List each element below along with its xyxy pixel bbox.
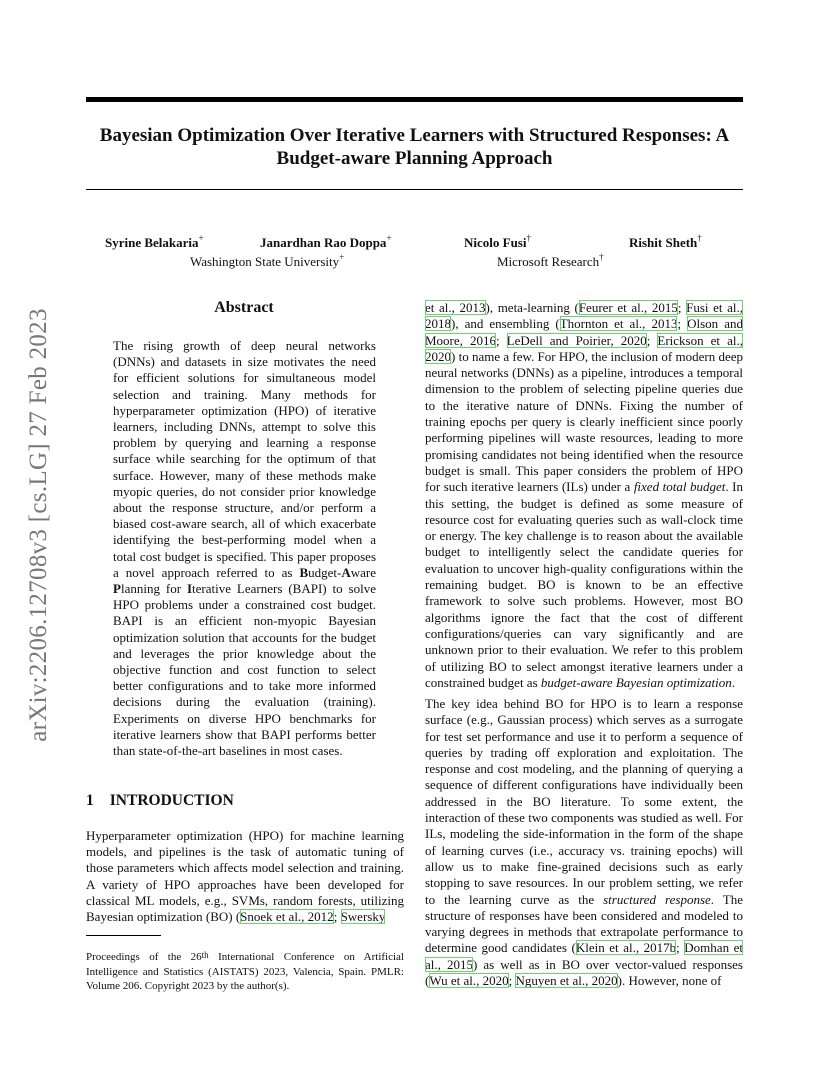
arxiv-sidebar [22, 290, 56, 760]
citation-link[interactable]: Thornton et al., 2013 [559, 316, 678, 332]
citation-link[interactable]: Swersky [340, 909, 386, 925]
author-2: Janardhan Rao Doppa+ [260, 233, 392, 250]
citation-link[interactable]: Nguyen et al., 2020 [515, 973, 618, 989]
arxiv-id: arXiv:2206.12708v3 [cs.LG] 27 Feb 2023 [25, 308, 52, 742]
citation-link[interactable]: Erickson et al., 2020 [425, 332, 743, 364]
right-column-paragraph-1: et al., 2013), meta-learning (Feurer et al., 2015; Fusi et al., 2018), and ensembling (Thornton et al., 2013; Olson and Moore, 2016; LeDell and Poirier, 2020; Erickson et al., 2020) to name a few. For HPO, the inclusion of modern deep neural networks (DNNs) as a pipeline, introduces a temporal dimension to the problem of selecting pipeline queries due to the iterative nature of DNNs. Fixing the number of training epochs per query is clearly inefficient since poorly performing pipelines will waste resources, leading to more promising candidates not being identified when the resource budget is small. This paper considers the problem of HPO for such iterative learners (ILs) under a fixed total budget. In this setting, the budget is defined as some measure of resource cost for evaluating queries such as wall-clock time or energy. The key challenge is to reason about the available budget to intelligently select the candidate queries for evaluation to uncover high-quality configurations within the remaining budget. BO is known to be an effective framework to solve such problems. However, most BO algorithms ignore the fact that the cost of different configurations/queries can vary significantly and are unknown prior to their evaluation. We refer to this problem of utilizing BO to select amongst iterative learners under a constrained budget as budget-aware Bayesian optimization. [425, 300, 744, 690]
citation-link[interactable]: Feurer et al., 2015 [578, 300, 678, 315]
abstract-heading: Abstract [214, 299, 274, 316]
section-heading: 1 INTRODUCTION [86, 792, 234, 809]
intro-paragraph: Hyperparameter optimization (HPO) for machine learning models, and pipelines is the task of automatic tuning of those parameters which affects model selection and training. A variety of HPO approaches have been developed for classical ML models, e.g., SVMs, random forests, utilizing Bayesian optimization (BO) (Snoek et al., 2012; Swersky [86, 828, 404, 925]
citation-link[interactable]: Olson and Moore, 2016 [425, 316, 743, 348]
affiliation-1: Washington State University+ [190, 252, 345, 269]
citation-link[interactable]: Klein et al., 2017b [575, 940, 677, 956]
citation-link[interactable]: Wu et al., 2020 [429, 973, 509, 989]
author-1: Syrine Belakaria+ [105, 233, 204, 250]
paper-title: Bayesian Optimization Over Iterative Learners with Structured Responses: A Budget-aware Planning Approach [99, 125, 730, 169]
abstract-body: The rising growth of deep neural networks (DNNs) and datasets in size motivates the need for efficient solutions for simultaneous model selection and training. Many methods for hyperparameter optimization (HPO) of iterative learners, including DNNs, attempt to solve this problem by querying and learning a response surface while searching for the optimum of that surface. However, many of these methods make myopic queries, do not consider prior knowledge about the response structure, and/or perform a biased cost-aware search, all of which exacerbate identifying the best-performing model when a total cost budget is specified. This paper proposes a novel approach referred to as Budget-Aware Planning for Iterative Learners (BAPI) to solve HPO problems under a constrained cost budget. BAPI is an efficient non-myopic Bayesian optimization solution that accounts for the budget and leverages the prior knowledge about the objective function and cost function to select better configurations and to take more informed decisions during the evaluation (training). Experiments on diverse HPO benchmarks for iterative learners show that BAPI performs better than state-of-the-art baselines in most cases. [113, 338, 377, 759]
right-column-paragraph-2: The key idea behind BO for HPO is to learn a response surface (e.g., Gaussian process) which serves as a surrogate for test set performance and use it to perform a sequence of queries by trading off exploration and exploitation. The response and cost modeling, and the planning of querying a sequence of different configurations have individually been addressed in the BO literature. To some extent, the interaction of these two components was studied as well. For ILs, modeling the side-information in the form of the shape of learning curves (i.e., accuracy vs. training epochs) will allow us to make fine-grained decisions such as early stopping to save resources. In our problem setting, we refer to the learning curve as the structured response. The structure of responses have been considered and modeled to varying degrees in methods that extrapolate performance to determine good candidates (Klein et al., 2017b; Domhan et al., 2015) as well as in BO over vector-valued responses (Wu et al., 2020; Nguyen et al., 2020). However, none of [425, 696, 743, 989]
citation-link[interactable]: Snoek et al., 2012 [240, 909, 334, 925]
citation-link[interactable]: Fusi et al., 2018 [425, 300, 744, 332]
citation-link[interactable]: et al., 2013 [425, 300, 486, 315]
top-rule [86, 97, 743, 102]
footnote: Proceedings of the 26th International Conference on Artificial Intelligence and Statistics (AISTATS) 2023, Valencia, Spain. PMLR: Volume 206. Copyright 2023 by the author(s). [86, 950, 404, 992]
affiliation-2: Microsoft Research† [497, 252, 604, 269]
citation-link[interactable]: LeDell and Poirier, 2020 [506, 332, 647, 348]
author-3: Nicolo Fusi† [464, 233, 531, 250]
footnote-rule [86, 935, 161, 936]
title-rule [86, 189, 743, 190]
author-4: Rishit Sheth† [629, 233, 702, 250]
citation-link[interactable]: Domhan et al., 2015 [425, 940, 743, 972]
